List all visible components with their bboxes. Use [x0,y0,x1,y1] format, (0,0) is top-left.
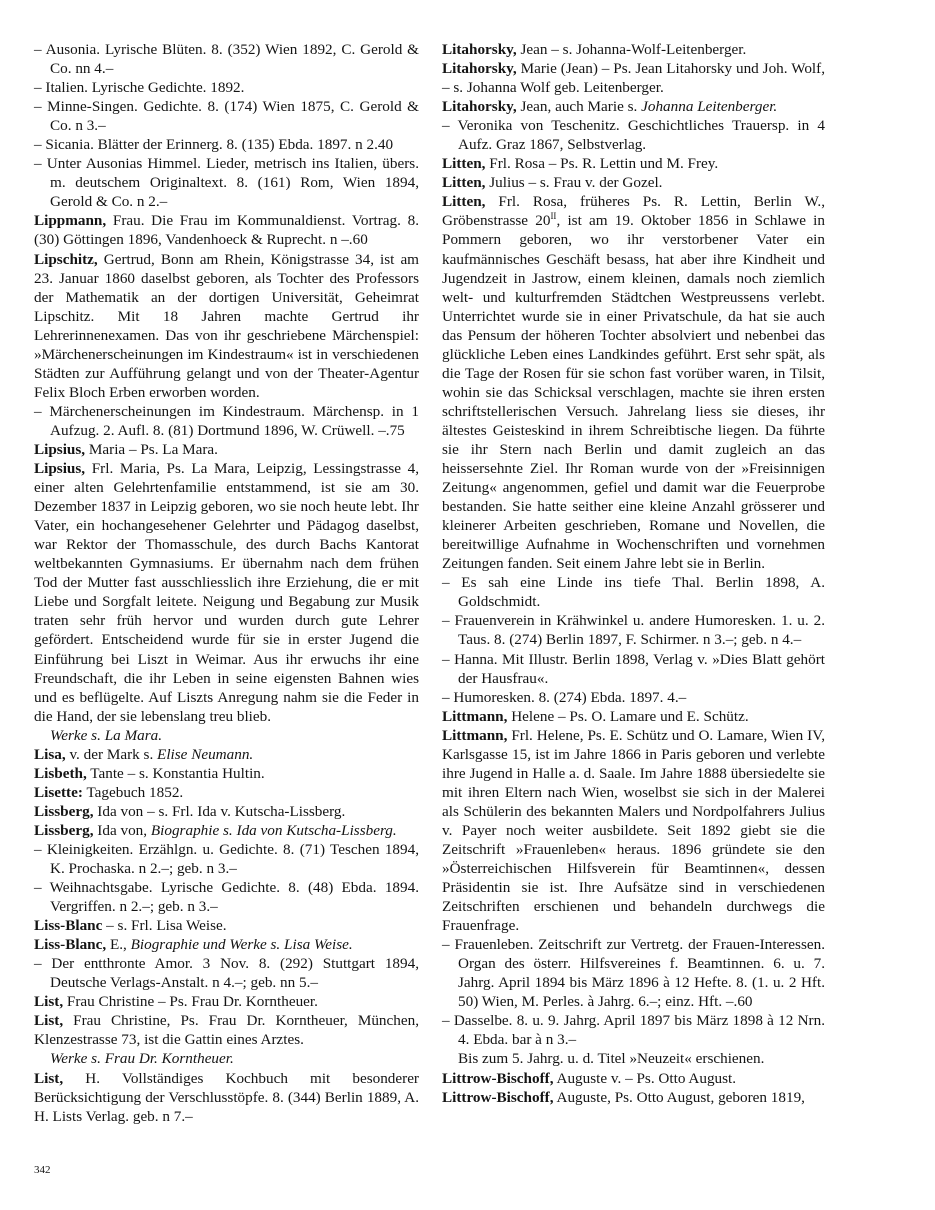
entry-text: v. der Mark s. [65,745,158,763]
entry-text: – Sicania. Blätter der Erinnerg. 8. (135) Ebda. 1897. n 2.40 [34,136,394,154]
entry-text: Helene – Ps. O. Lamare und E. Schütz. [507,707,749,725]
work-item [34,954,419,992]
entry-text: E., [106,936,131,954]
entry-text: Frl. Maria, Ps. La Mara, Leipzig, Lessingstrasse 4, einer alten Gelehrtenfamilie entstammend, ist sie am 30. Dezember 1837 in Leipzig geboren, wo sie noch heute lebt. Ihr Vater, ein hochangesehener Gelehrter und Pädagog daselbst, war Rektor der Thomasschule, des durch Bachs Kantorat weltbekannten Gymnasiums. Er übernahm nach dem frühen Tod der Mutter fast ausschliesslich ihre Erziehung, die er mit Liebe und Sorgfalt leitete. Neigung und Begabung zur Musik traten sehr früh hervor und wurden durch gute Lehrer gefördert. Entscheidend wurde für sie in erster Jugend die Einführung bei Liszt in Weimar. Aus ihr erwuchs ihr eine Freundschaft, die ihr Leben in seine eigensten Bahnen wies und es beflügelte. Auf Liszts Anregung nahm sie die Feder in die Hand, der sie lebenslang treu blieb. [34,460,419,725]
entry-heading: List, [34,1012,64,1030]
entry-text: Frau Christine, Ps. Frau Dr. Korntheuer, München, Klenzestrasse 73, ist die Gattin eines Arztes. [34,1012,419,1049]
entry [34,459,419,726]
entry-text: , ist am 19. Oktober 1856 in Schlawe in Pommern geboren, wo ihr verstorbener Vater ein kaufmännisches Geschäft besass, hat aber ihre Kindheit und Jugendzeit in Jastrow, einem kleinen, damals noch ziemlich welt- und kulturfremden Städtchen Westpreussens verlebt. Unterrichtet wurde sie in einer Privatschule, da hat sie auch das Pensum der höheren Tochter absolviert und nebenbei das glückliche Leben eines Landkindes geführt. Erst sehr spät, als die Tage der Rosen für sie schon fast vorüber waren, in Tilsit, wohin sie das Schicksal verschlagen, machte sie ihren ersten schriftstellerischen Versuch. Jahrelang liess sie dieses, ihr ältestes Geisteskind in ihrem Schreibtische liegen. Da führte sie ihr Stern nach Berlin und damit zugleich an das heissersehnte Ziel. Ihr Roman wurde von der »Freisinnigen Zeitung« angenommen, gefiel und damit war die Feuerprobe bestanden. Sie hatte seither eine kleine Anzahl grösserer und kleinerer Arbeiten geschrieben, Romane und Novellen, die bereitwillige Aufnahme in Wochenschriften und vornehmen Zeitungen fanden. Seit einem Jahre lebt sie in Berlin. [442,212,825,573]
entry-heading: Litahorsky, [442,41,517,58]
entry [442,173,825,192]
work-item [442,650,825,688]
entry-text: – s. Frl. Lisa Weise. [102,917,227,935]
work-item [34,840,419,878]
entry-text: Ida von – s. Frl. Ida v. Kutscha-Lissberg. [93,802,346,820]
entry [442,154,825,173]
entry-text: – Weihnachtsgabe. Lyrische Gedichte. 8. (48) Ebda. 1894. Vergriffen. n 2.–; geb. n 3.– [34,879,419,916]
entry-text: Johanna Leitenberger. [641,98,778,116]
entry [34,783,419,802]
entry-text: Auguste, Ps. Otto August, geboren 1819, [553,1088,805,1106]
work-item [442,1011,825,1049]
page-number: 342 [34,1164,51,1176]
entry-text: Jean – s. Johanna-Wolf-Leitenberger. [516,41,747,58]
entry-text: Frau. Die Frau im Kommunaldienst. Vortrag. 8. (30) Göttingen 1896, Vandenhoeck & Ruprecht. n –.60 [34,212,419,249]
work-item [34,135,419,154]
entry-text: – Märchenerscheinungen im Kindestraum. Märchensp. in 1 Aufzug. 2. Aufl. 8. (81) Dortmund 1896, W. Crüwell. –.75 [34,402,419,439]
entry-text: – Frauenleben. Zeitschrift zur Vertretg. der Frauen-Interessen. Organ des österr. Hilfsvereines f. Beamtinnen. 6. u. 7. Jahrg. April 1894 bis März 1896 à 12 Hefte. 8. (1. u. 2 Hft. 50) Wien, M. Perles. à Jahrg. 6.–; einz. Hft. –.60 [442,936,825,1011]
work-item [442,611,825,649]
entry-text: Maria – Ps. La Mara. [85,440,218,458]
indented-note [34,1049,419,1068]
work-item [34,154,419,211]
entry-heading: Lisette: [34,783,83,801]
entry-text: H. Vollständiges Kochbuch mit besonderer Berücksichtigung der Verschlusstöpfe. 8. (344) Berlin 1889, A. H. Lists Verlag. geb. n 7.– [34,1069,419,1125]
entry-text: – Frauenverein in Krähwinkel u. andere Humoresken. 1. u. 2. Taus. 8. (274) Berlin 1897, F. Schirmer. n 3.–; geb. n 4.– [442,612,825,649]
entry-text: Tagebuch 1852. [82,783,184,801]
entry-heading: Lisa, [34,745,66,763]
entry [442,707,825,726]
indented-note [442,1049,825,1068]
entry [34,440,419,459]
entry [34,916,419,935]
entry-text: – Kleinigkeiten. Erzählgn. u. Gedichte. 8. (71) Teschen 1894, K. Prochaska. n 2.–; geb. n 3.– [34,840,419,878]
entry-heading: Lissberg, [34,802,94,820]
entry [442,1088,825,1107]
entry-heading: Litahorsky, [442,98,517,116]
work-item [442,688,825,707]
entry [34,211,419,249]
entry-text: Biographie und Werke s. Lisa Weise. [130,936,353,954]
work-item [442,116,825,154]
entry-heading: Lipsius, [34,460,86,478]
entry-text: Werke s. La Mara. [50,726,163,744]
work-item [442,573,825,611]
indented-note [34,726,419,745]
work-item [34,78,419,97]
work-item [34,40,419,78]
entry [34,745,419,764]
entry-heading: Littmann, [442,726,508,744]
entry-text: Jean, auch Marie s. [516,98,642,116]
work-item [34,402,419,440]
entry-text: Marie (Jean) – Ps. Jean Litahorsky und Joh. Wolf, – s. Johanna Wolf geb. Leitenberger. [442,60,825,97]
work-item [34,878,419,916]
entry-text: Julius – s. Frau v. der Gozel. [485,174,663,192]
entry [442,192,825,573]
entry-heading: Lippmann, [34,212,107,230]
entry-heading: Liss-Blanc, [34,936,107,954]
entry-text: Frl. Helene, Ps. E. Schütz und O. Lamare, Wien IV, Karlsgasse 15, ist im Jahre 1866 in Paris geboren und verlebte ihre Jugend in Halle a. d. Saale. Im Jahre 1888 übersiedelte sie mit ihren Eltern nach Wien, woselbst sie sich in der Malerei als Schülerin des bekannten Malers und Nordpolfahrers Julius v. Payer noch weiter ausbildete. Seit 1892 giebt sie die Zeitschrift »Frauenleben« heraus. 1896 gründete sie den »Österreichischen Hilfsverein für Beamtinnen«, dessen Präsidentin sie ist. Ihre Aufsätze sind in verschiedenen Zeitschriften erschienen und behandeln durchwegs die Frauenfrage. [442,726,825,935]
entry-text: Frl. Rosa – Ps. R. Lettin und M. Frey. [485,155,719,173]
entry-text: – Humoresken. 8. (274) Ebda. 1897. 4.– [442,688,687,706]
entry-text: – Italien. Lyrische Gedichte. 1892. [34,79,245,97]
entry-heading: List, [34,993,64,1011]
entry-text: – Hanna. Mit Illustr. Berlin 1898, Verlag v. »Dies Blatt gehört der Hausfrau«. [442,650,825,687]
entry-heading: List, [34,1069,64,1087]
entry-heading: Lipschitz, [34,250,98,268]
entry [34,821,419,840]
entry [442,726,825,936]
entry-text: Biographie s. Ida von Kutscha-Lissberg. [150,821,397,839]
entry-heading: Litten, [442,155,486,173]
entry-heading: Litten, [442,193,486,211]
left-column [34,40,419,1126]
entry [442,40,825,59]
entry-heading: Lipsius, [34,440,86,458]
entry-text: Frl. Rosa, früheres Ps. R. Lettin, Berlin W., Gröbenstrasse 20 [442,193,825,230]
entry-text: – Veronika von Teschenitz. Geschichtliches Trauersp. in 4 Aufz. Graz 1867, Selbstverlag. [442,117,825,154]
entry [34,250,419,402]
entry-text: Ida von, [93,821,151,839]
entry-text: – Dasselbe. 8. u. 9. Jahrg. April 1897 bis März 1898 à 12 Nrn. 4. Ebda. bar à n 3.– [442,1012,825,1049]
entry-text: Tante – s. Konstantia Hultin. [86,764,265,782]
entry-text: II [550,211,557,222]
entry [34,1011,419,1049]
right-column [442,40,825,1107]
work-item [442,935,825,1011]
entry-text: Elise Neumann. [157,745,254,763]
entry [442,1069,825,1088]
entry [34,992,419,1011]
entry-text: Bis zum 5. Jahrg. u. d. Titel »Neuzeit« erschienen. [458,1050,765,1068]
entry [442,97,825,116]
entry [34,1069,419,1126]
entry-text: – Der entthronte Amor. 3 Nov. 8. (292) Stuttgart 1894, Deutsche Verlags-Anstalt. n 4.–; geb. nn 5.– [34,955,419,992]
entry-heading: Lisbeth, [34,764,87,782]
entry [34,764,419,783]
work-item [34,97,419,135]
entry-text: – Ausonia. Lyrische Blüten. 8. (352) Wien 1892, C. Gerold & Co. nn 4.– [34,41,419,78]
entry-heading: Litahorsky, [442,60,517,78]
entry-heading: Litten, [442,174,486,192]
entry-text: Werke s. Frau Dr. Korntheuer. [50,1050,234,1068]
entry-text: – Es sah eine Linde ins tiefe Thal. Berlin 1898, A. Goldschmidt. [442,574,825,611]
entry-heading: Littrow-Bischoff, [442,1088,554,1106]
entry [442,59,825,97]
entry-text: – Unter Ausonias Himmel. Lieder, metrisch ins Italien, übers. m. deutschem Originaltext. 8. (161) Rom, Wien 1894, Gerold & Co. n 2.– [34,155,419,211]
entry [34,802,419,821]
entry-text: – Minne-Singen. Gedichte. 8. (174) Wien 1875, C. Gerold & Co. n 3.– [34,98,419,135]
entry-text: Frau Christine – Ps. Frau Dr. Korntheuer. [63,993,318,1011]
entry-heading: Lissberg, [34,821,94,839]
entry-heading: Littmann, [442,707,508,725]
entry-heading: Liss-Blanc [34,917,103,935]
entry-text: Auguste v. – Ps. Otto August. [553,1069,737,1087]
entry [34,935,419,954]
entry-text: Gertrud, Bonn am Rhein, Königstrasse 34, ist am 23. Januar 1860 daselbst geboren, als Tochter des Professors der Mathematik an der dortigen Universität, Geheimrat Lipschitz. Mit 18 Jahren machte Gertrud ihr Lehrerinnenexamen. Das von ihr geschriebene Märchenspiel: »Märchenerscheinungen im Kindestraum« ist in verschiedenen Städten zur Aufführung gelangt und von der Theater-Agentur Felix Bloch Erben erworben worden. [34,250,419,401]
entry-heading: Littrow-Bischoff, [442,1069,554,1087]
